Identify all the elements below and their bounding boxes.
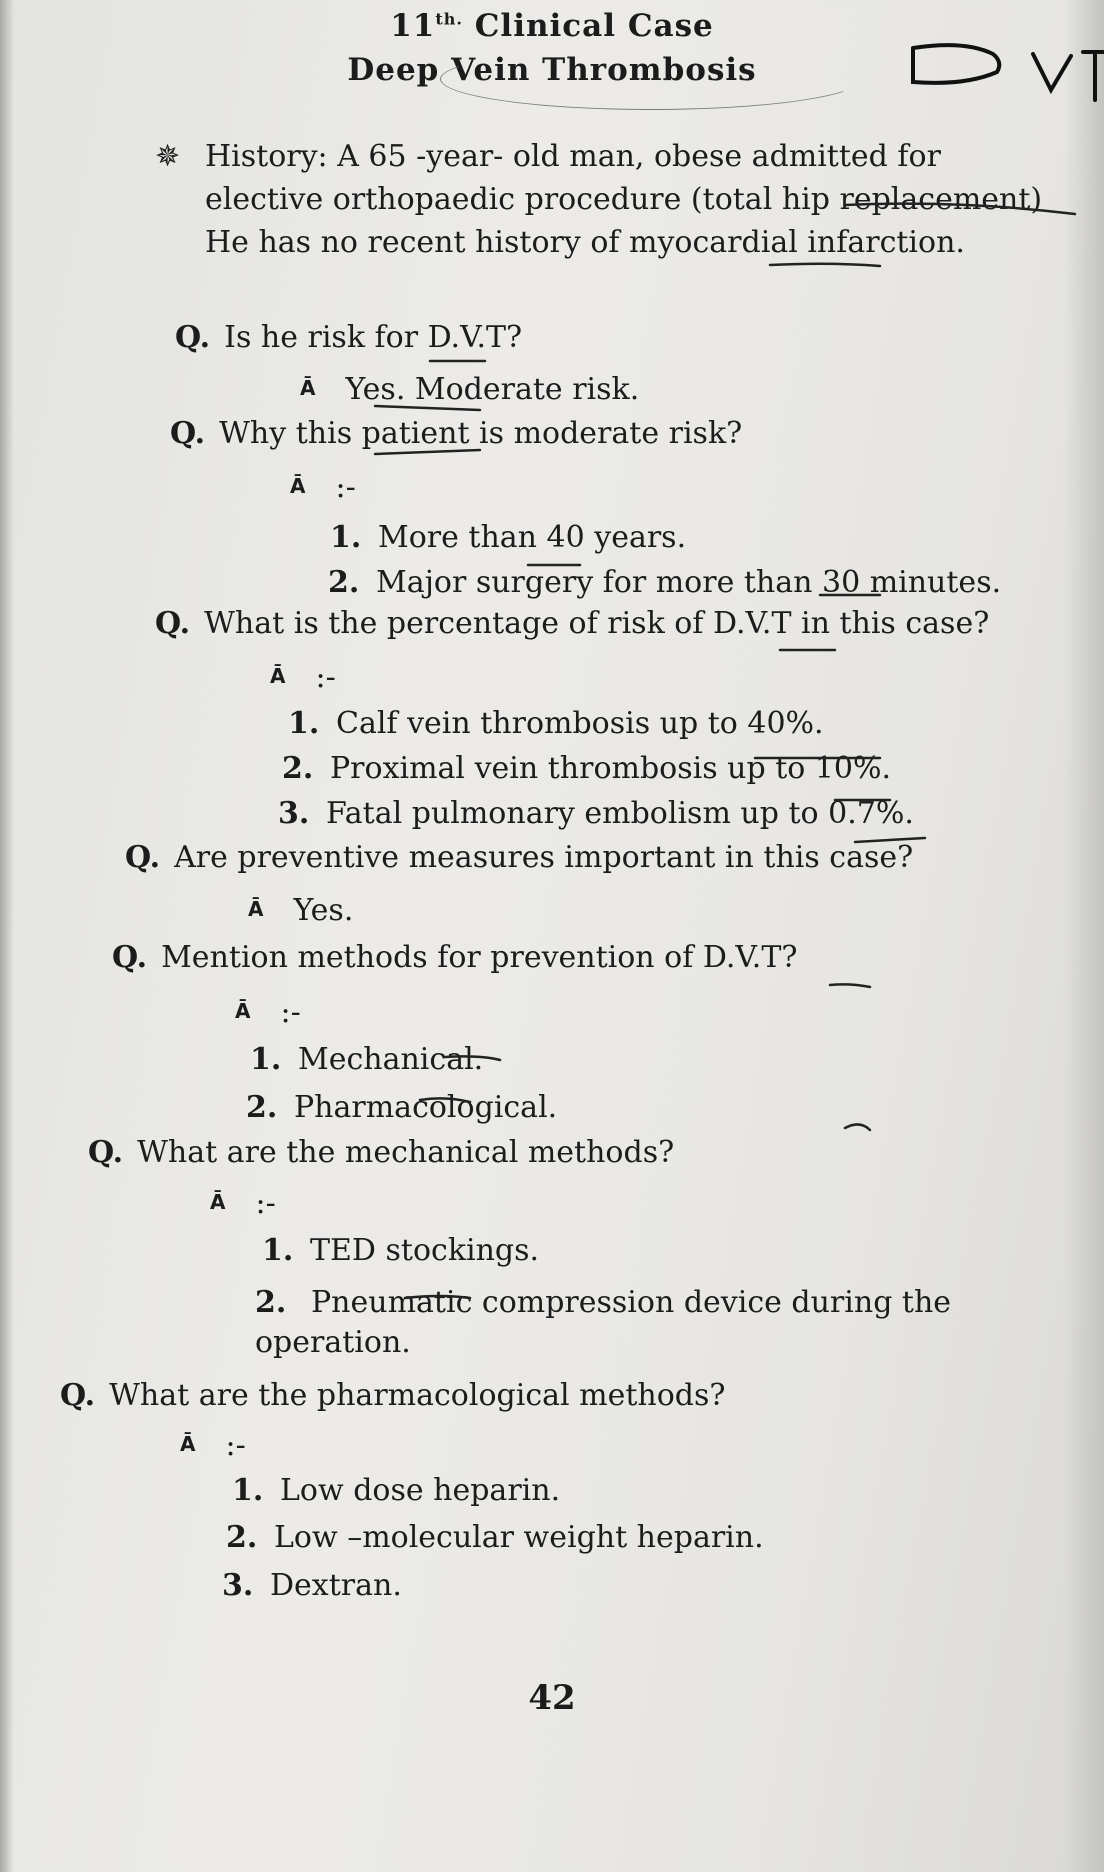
list-text: Low –molecular weight heparin. (274, 1520, 764, 1555)
list-text: TED stockings. (310, 1233, 540, 1268)
question-1-text: Is he risk for D.V.T? (224, 320, 523, 355)
list-text: Major surgery for more than 30 minutes. (376, 565, 1002, 600)
list-num: 1. (250, 1042, 282, 1077)
answer-symbol-icon: Ā (235, 999, 251, 1023)
question-5-text: Mention methods for prevention of D.V.T? (161, 940, 798, 975)
list-text: More than 40 years. (378, 520, 687, 555)
answer-symbol-icon: Ā (248, 897, 264, 921)
list-text: Calf vein thrombosis up to 40%. (336, 706, 824, 741)
answer-symbol-icon: Ā (210, 1190, 226, 1214)
answer-6-text: :- (255, 1186, 276, 1221)
list-text: Mechanical. (298, 1042, 484, 1077)
list-num: 1. (232, 1473, 264, 1508)
list-text: Fatal pulmonary embolism up to 0.7%. (326, 796, 914, 831)
list-num: 1. (330, 520, 362, 555)
q-label: Q. (155, 606, 191, 641)
answer-symbol-icon: Ā (290, 474, 306, 498)
answer-7-text: :- (225, 1428, 246, 1463)
history-line-3: He has no recent history of myocardial infarction. (205, 225, 965, 260)
answer-2-text: :- (335, 470, 356, 505)
case-label: Clinical Case (474, 8, 714, 44)
q-label: Q. (112, 940, 148, 975)
list-num: 2. (328, 565, 360, 600)
q-label: Q. (175, 320, 211, 355)
list-num: 2. (282, 751, 314, 786)
history-line-1: History: A 65 -year- old man, obese admitted for (205, 139, 941, 174)
list-num: 1. (262, 1233, 294, 1268)
question-3-text: What is the percentage of risk of D.V.T in this case? (204, 606, 990, 641)
q-label: Q. (170, 416, 206, 451)
question-2-text: Why this patient is moderate risk? (219, 416, 743, 451)
answer-symbol-icon: Ā (180, 1432, 196, 1456)
bullet-star-icon: ✵ (155, 139, 181, 174)
list-num: 2. (255, 1285, 287, 1320)
history-line-2: elective orthopaedic procedure (total hip replacement) (205, 182, 1043, 217)
list-num: 2. (226, 1520, 258, 1555)
answer-3-text: :- (315, 660, 336, 695)
list-num: 3. (278, 796, 310, 831)
case-subtitle: Deep Vein Thrombosis (347, 52, 757, 88)
answer-4-text: Yes. (293, 893, 354, 928)
question-6-text: What are the mechanical methods? (137, 1135, 675, 1170)
q-label: Q. (125, 840, 161, 875)
answer-symbol-icon: Ā (300, 376, 316, 400)
case-suffix: th. (435, 9, 463, 29)
list-text: Pharmacological. (294, 1090, 558, 1125)
q-label: Q. (60, 1378, 96, 1413)
list-num: 3. (222, 1568, 254, 1603)
page-number: 42 (528, 1678, 576, 1718)
list-text: Low dose heparin. (280, 1473, 561, 1508)
list-text: Pneumatic compression device during the operation. (255, 1285, 952, 1360)
answer-1-text: Yes. Moderate risk. (345, 372, 640, 407)
list-text: Proximal vein thrombosis up to 10%. (330, 751, 892, 786)
question-4-text: Are preventive measures important in this case? (174, 840, 914, 875)
list-num: 2. (246, 1090, 278, 1125)
case-number: 11 (390, 8, 436, 44)
list-num: 1. (288, 706, 320, 741)
list-text: Dextran. (270, 1568, 402, 1603)
answer-5-text: :- (280, 995, 301, 1030)
q-label: Q. (88, 1135, 124, 1170)
question-7-text: What are the pharmacological methods? (109, 1378, 726, 1413)
answer-symbol-icon: Ā (270, 664, 286, 688)
